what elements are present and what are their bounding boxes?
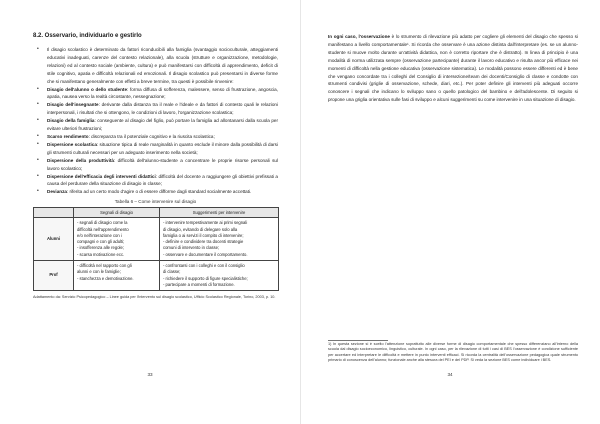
table-row [34, 218, 279, 261]
bullet-item: • Il disagio scolastico è determinato da fattori riconducibili alla famiglia (svantaggio socioculturale, atteggiamenti educativi inadeguati, carenze del contesto relazionale), alla scuola (strutture e organizzazione, metodologie, relazioni) ed al contesto sociale (ambiente, cultura) e può manifestarsi con difficoltà di apprendimento, deficit di stile cognitivo, apatia e difficoltà relazionali ed emozionali. Il disagio scolastico può presentarsi in diverse forme che si manifestano generalmente con effetti a breve termine, tra questi è possibile rinvenire: [33, 46, 278, 86]
footnote-rule [328, 340, 388, 341]
table-cell-signals: - difficoltà nel rapporto con gli alunni e con le famiglie; - stanchezza e demotivazione. [74, 261, 160, 291]
page-number: 33 [147, 372, 153, 377]
paragraph-text: è lo strumento di rilevazione più adatto per cogliere gli elementi del disagio che spesso si manifestano a livello comportamentale¹. Si ricorda che osservare è una azione distinta dall'interpretare (es. se un alunno-studente si muove molto durante un'attività didattica, non è corretto riportare che è distratto). In linea di principio è una modalità di norma utilizzata sempre (osservazione partecipante) durante il lavoro educativo e risulta ancor più efficace nei momenti di difficoltà nella gestione educativa (osservazione sistematica). Le modalità possono essere differenti ed è bene che vengano concordate tra i colleghi del Consiglio di intersezione/team dei docenti/Consiglio di classe e condotte con strumenti condivisi (griglie di osservazione, schede, diari, etc.). Per poter definire gli interventi più adeguati occorre conoscere i segnali che indicano lo sviluppo sano o quello patologico del bambino e dell'adolescente. Di seguito si propone una griglia orientativa sulle fasi di sviluppo e alcuni suggerimenti su come intervenire in una situazione di disagio. [328, 34, 578, 103]
bullet-item: • Disagio dell'insegnante: derivante dalla distanza tra il reale e l'ideale e da fattori di contesto quali le relazioni interpersonali, i risultati che si ottengono, le condizioni di lavoro, l'organizzazione scolastica; [33, 101, 278, 117]
bullet-item: • Disagio della famiglia: conseguente al disagio del figlio, può portare la famiglia ad allontanarsi dalla scuola per evitare ulteriori frustrazioni; [33, 117, 278, 133]
table-row [34, 261, 279, 291]
paragraph-lead: In ogni caso, l'osservazione [328, 34, 390, 39]
table-cell-suggestions: - intervenire tempestivamente ai primi segnali di disagio, evitando di delegare solo alla famiglia o ai servizi il compito di intervenire; - definire e condividere tra docenti strategie comuni di intervento in classe; - osservare e documentare il comportamento. [160, 218, 279, 261]
table-header-row [34, 208, 279, 218]
intervention-table [33, 207, 279, 291]
bullet-item: • Disagio dell'alunno o dello studente: forma diffusa di sofferenza, malessere, senso di frustrazione, angoscia, apatia, nausea verso la realtà circostante, nessegnazione; [33, 86, 278, 102]
table-header-cell: Suggerimenti per intervenire [160, 208, 279, 218]
table-cell-signals: - segnali di disagio come la difficoltà nell'apprendimento e/o nell'interazione con i compagni e con gli adulti; - insofferenza alle regole; - scarsa motivazione ecc. [74, 218, 160, 261]
table-caption: Tabella 6 – Come intervenire sul disagio [114, 199, 197, 205]
bullet-list [33, 46, 278, 196]
table-cell-suggestions: - confrontarsi con i colleghi e con il consiglio di classe; - richiedere il supporto di figure specialistiche; - partecipare a momenti di formazione. [160, 261, 279, 291]
bullet-item: • Devianza: riferita ad un certo modo d'agire o di essere difforme dagli standard socialmente accettati. [33, 188, 278, 196]
page-number: 34 [447, 372, 453, 377]
table-header-cell: Segnali di disagio [74, 208, 160, 218]
section-heading: 8.2. Osservario, individuarlo e gestirlo [33, 33, 142, 39]
table-row-label: Prof [34, 261, 74, 291]
bullet-item: • Dispersione della produttività: difficoltà dell'alunno-studente a concentrare le proprie risorse personali sul lavoro scolastico; [33, 157, 278, 173]
table-source-note: Adattamento da: Servizio Psicopedagogico – Linee guida per l'intervento sul disagio scolastico, Ufficio Scolastico Regionale, Torino, 2003, p. 10. [33, 295, 276, 300]
right-page [300, 0, 600, 424]
footnote: 1) In questa sezione si è scelto l'attenzione soprattutto alle diverse forme di disagio comportamentale che spesso differenziano all'interno della scuola dal disagio socioeconomico, linguistico, culturale. In ogni caso, per la rilevazione di tutti i casi di BES l'osservazione è condizione sufficiente per accertare ed interpretare le difficoltà e mettere in punto interventi efficaci. Si ricorda la centralità dell'osservazione pedagogica quale strumento primario di conoscenza dell'alunno; funzionale anche alla stesura del PEI e del PDP. Si veda la sezione BES come individuare i BES. [328, 342, 578, 363]
table-row-label: Alunni [34, 218, 74, 261]
body-paragraph [328, 33, 578, 104]
table-corner-cell [34, 208, 74, 218]
bullet-item: • Dispersione scolastica: situazione tipica di reale marginalità in quanto esclude il minore dalla possibilità di darsi gli strumenti culturali necessari per un adeguato inserimento nella società; [33, 141, 278, 157]
bullet-item: • Scarso rendimento: discrepanza tra il potenziale cognitivo e la riuscita scolastica; [33, 133, 278, 141]
bullet-item: • Dispersione dell'efficacia degli interventi didattici: difficoltà del docente a raggiungere gli obiettivi prefissati a causa del perdurare della situazione di disagio in classe; [33, 173, 278, 189]
